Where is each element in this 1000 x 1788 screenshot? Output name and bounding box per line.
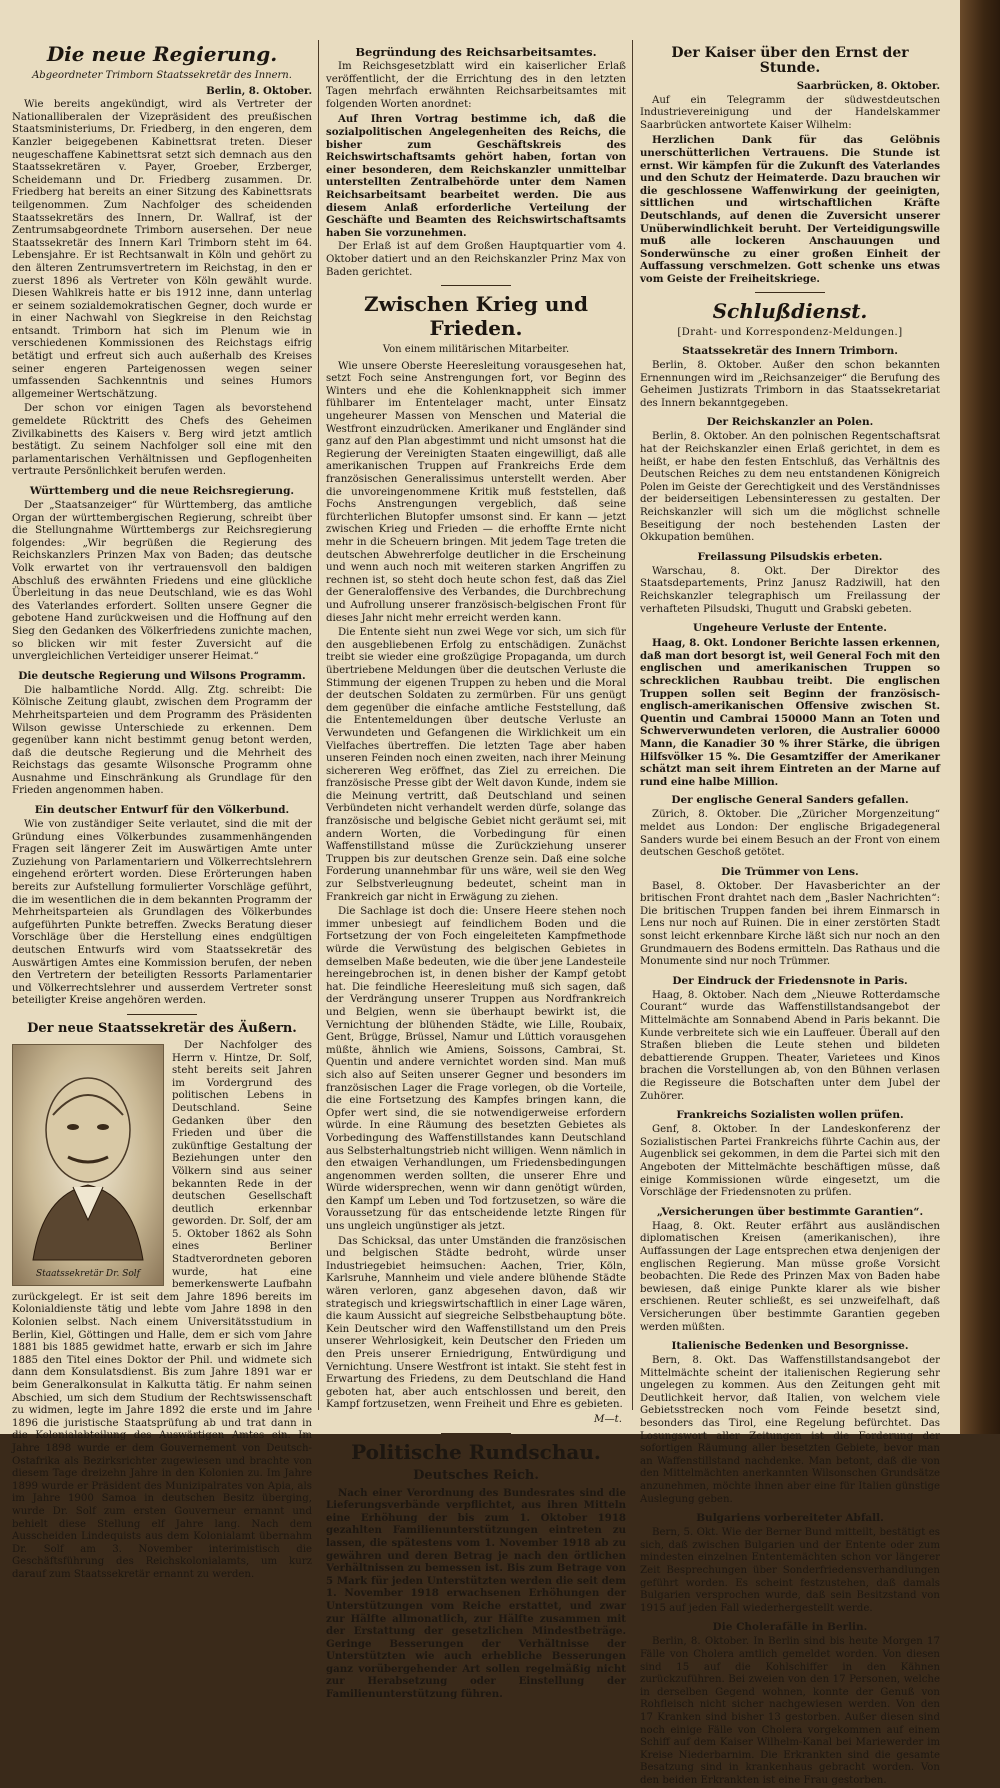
dateline: Berlin, 8. Oktober. [206, 84, 312, 97]
headline-reichsarbeitsamt: Begründung des Reichsarbeitsamtes. [355, 45, 597, 59]
signature: M—t. [594, 1413, 622, 1425]
paragraph: Der schon vor einigen Tagen als bevorstehend gemeldete Rücktritt des Chefs des Geheimen Zivilkabinetts des Kaisers v. Berg wird jetzt amtlich bestätigt. Zu seinem Nachfolger soll eine mit den parlamentarischen Verhältnissen und Gepflogenheiten vertraute Persönlichkeit berufen werden. [12, 403, 312, 478]
portrait-caption: Staatssekretär Dr. Solf [36, 1269, 140, 1280]
paragraph: Nach einer Verordnung des Bundesrates sind die Lieferungsverbände verpflichtet, aus ihren Mitteln eine Erhöhung der bis zum 1. Oktober 1918 gezahlten Familienunterstützungen eintreten zu lassen, die spätestens vom 1. November 1918 ab zu gewähren und deren Betrag je nach den örtlichen Verhältnissen zu bemessen ist. Bis zum Betrage von 5 Mark für jeden Unterstützten werden die seit dem 1. November 1918 erwachsenen Erhöhungen der Unterstützungen vom Reiche erstattet, und zwar zur Hälfte allmonatlich, zur Hälfte zusammen mit der Erstattung der gesetzlichen Mindestbeträge. Geringe Besserungen der Verhältnisse der Unterstützten wie auch erhebliche Besserungen ganz vorübergehender Art sollen regelmäßig nicht zur Herabsetzung oder Einstellung der Familienunterstützung führen. [326, 1486, 626, 1701]
paragraph: Zürich, 8. Oktober. Die „Züricher Morgenzeitung“ meldet aus London: Der englische Brigadegeneral Sanders wurde bei einem Besuch an der Front von einem deutschen Geschoß getötet. [640, 809, 940, 859]
paragraph: Der Erlaß ist auf dem Großen Hauptquartier vom 4. Oktober datiert und an den Reichskanzler Prinz Max von Baden gerichtet. [326, 241, 626, 278]
paragraph: Das Schicksal, das unter Umständen die französischen und belgischen Städte bedroht, würde unser Industriegebiet heimsuchen: Aachen, Trier, Köln, Karlsruhe, Mannheim und viele andere blühende Städte wären verloren, ganz abgesehen davon, daß wir strategisch und kriegswirtschaftlich in einer Lage wären, die kaum Aussicht auf siegreiche Selbstbehauptung böte. Kein Deutscher wird den Waffenstillstand um den Preis unserer Wehrlosigkeit, kein Deutscher den Frieden um den Preis unserer Erniedrigung, Entwürdigung und Vernichtung. Unsere Westfront ist intakt. Sie steht fest in Erwartung des Friedens, zu dem Deutschland die Hand geboten hat, aber auch entschlossen und bereit, den Kampf fortzusetzen, wenn Freiheit und Ehre es gebieten. [326, 1235, 626, 1411]
column-rule [632, 40, 633, 1410]
headline-staatssekretaer-aeussern: Der neue Staatssekretär des Äußern. [27, 1020, 297, 1036]
headline-neue-regierung: Die neue Regierung. [46, 42, 278, 66]
kicker: Abgeordneter Trimborn Staatssekretär des Innern. [32, 70, 292, 81]
subheading: Bulgariens vorbereiteter Abfall. [696, 1512, 884, 1525]
headline-politische-rundschau: Politische Rundschau. [351, 1439, 601, 1464]
headline-schlussdienst: Schlußdienst. [712, 298, 868, 323]
paragraph: Haag, 8. Okt. Londoner Berichte lassen erkennen, daß man dort besorgt ist, weil General Foch mit den englischen und amerikanischen Truppen so schrecklichen Raubbau treibt. Die englischen Truppen sollen seit Beginn der französisch-englisch-amerikanischen Offensive zwischen St. Quentin und Cambrai 150000 Mann an Toten und Schwerverwundeten verloren, die Australier 60000 Mann, die Kanadier 30 % ihrer Stärke, die übrigen Hilfsvölker 15 %. Die Gesamtziffer der Amerikaner schätzt man seit ihrem Eintreten an der Marne auf rund eine halbe Million. [640, 637, 940, 788]
paragraph: Der Nachfolger des Herrn v. Hintze, Dr. Solf, steht bereits seit Jahren im Vordergrund des politischen Lebens in Deutschland. Seine Gedanken über den Frieden und über die zukünftige Gestaltung der Beziehungen unter den Völkern sind aus seiner bekannten Rede in der deutschen Gesellschaft deutlich erkennbar geworden. Dr. Solf, der am 5. Oktober 1862 als Sohn eines Berliner Stadtverordneten geboren wurde, hat eine bemerkenswerte Laufbahn zurückgelegt. Er ist seit dem Jahre 1896 bereits im Kolonialdienste tätig und lebte vom Jahre 1898 in den Kolonien selbst. Nach einem Universitätsstudium in Berlin, Kiel, Göttingen und Halle, dem er sich vom Jahre 1881 bis 1885 gewidmet hatte, erwarb er sich im Jahre 1885 den Titel eines Doktor der Phil. und widmete sich dann dem Konsulatsdienst. Bis zum Jahre 1891 war er beim Generalkonsulat in Kalkutta tätig. Er nahm seinen Abschied, um sich dem Studium der Rechtswissenschaft zu widmen, legte im Jahre 1892 die erste und im Jahre 1896 die juristische Staatsprüfung ab und trat dann in die Kolonialabteilung des Auswärtigen Amtes ein. Im Jahre 1898 wurde er dem Gouvernement von Deutsch-Ostafrika als Bezirksrichter zugewiesen und brachte von diesem Tage dreizehn Jahre in den Kolonien zu. Im Jahre 1899 wurde er Präsident des Munizipalrates von Apia, als im Jahre 1900 Samoa in deutschen Besitz überging, wurde Dr. Solf zum ersten Gouverneur ernannt und behielt diese Stellung elf Jahre lang. Nach dem Ausscheiden Lindequists aus dem Kolonialamt übernahm Dr. Solf am 3. November interimistisch die Geschäftsführung des Reichskolonialamts, um kurz darauf zum Staatssekretär ernannt zu werden. [12, 1039, 312, 1580]
paragraph-decree: Auf Ihren Vortrag bestimme ich, daß die sozialpolitischen Angelegenheiten des Reichs, die bisher zum Geschäftskreis des Reichswirtschaftsamts gehört haben, fortan von einer besonderen, dem Reichskanzler unmittelbar unterstellten Zentralbehörde unter dem Namen Reichsarbeitsamt bearbeitet werden. Die aus diesem Anlaß erforderliche Verteilung der Geschäfte und Beamten des Reichswirtschaftsamts haben Sie vorzunehmen. [326, 113, 626, 239]
subheading: Die deutsche Regierung und Wilsons Programm. [18, 669, 306, 682]
subheading: Ein deutscher Entwurf für den Völkerbund. [34, 804, 290, 817]
book-binding [960, 0, 1000, 1434]
column-middle [326, 40, 626, 1701]
subheading: Der englische General Sanders gefallen. [671, 794, 909, 807]
subheading: Deutsches Reich. [413, 1467, 539, 1483]
separator [127, 1014, 197, 1015]
subheading: Die Cholerafälle in Berlin. [712, 1621, 868, 1634]
column-right [640, 40, 940, 1786]
paragraph: Wie bereits angekündigt, wird als Vertreter der Nationalliberalen der Vizepräsident des preußischen Staatsministeriums, Dr. Friedberg, in den engeren, dem Kanzler beigegebenen Kabinettsrat treten. Dieser neugeschaffene Kabinettsrat setzt sich demnach aus den Staatssekretären v. Payer, Groeber, Erzberger, Scheidemann und Dr. Friedberg zusammen. Dr. Friedberg hat bereits an einer Sitzung des Kabinettsrats teilgenommen. Zum Nachfolger des scheidenden Staatssekretärs des Innern, Dr. Wallraf, ist der Zentrumsabgeordnete Trimborn ausersehen. Der neue Staatssekretär des Innern Karl Trimborn steht im 64. Lebensjahre. Er ist Rechtsanwalt in Köln und gehört zu den älteren Zentrumsvertretern im Reichstag, in den er zuerst 1896 als Vertreter von Köln gewählt wurde. Diesen Wahlkreis hatte er bis 1912 inne, dann unterlag er seinem sozialdemokratischen Gegner, doch wurde er in einer Nachwahl von Siegkreise in den Reichstag entsandt. Trimborn hat sich im Plenum wie in verschiedenen Kommissionen des Reichstags eifrig betätigt und erfreut sich auch außerhalb des Kreises seiner engeren Parteigenossen wegen seiner umfassenden Sachkenntnis und seines Humors allgemeiner Wertschätzung. [12, 99, 312, 400]
paragraph: Auf ein Telegramm der südwestdeutschen Industrievereinigung und der Handelskammer Saarbrücken antwortete Kaiser Wilhelm: [640, 94, 940, 131]
paragraph: Die halbamtliche Nordd. Allg. Ztg. schreibt: Die Kölnische Zeitung glaubt, zwischen dem Programm der Mehrheitsparteien und dem Programm des Präsidenten Wilson gewisse Unterschiede zu erkennen. Dem gegenüber kann nicht bestimmt genug betont werden, daß die deutsche Regierung und die Mehrheit des Reichstags das gesamte Wilsonsche Programm ohne Ausnahme und Einschränkung als Grundlage für den Frieden angenommen haben. [12, 684, 312, 797]
section-tag: [Draht- und Korrespondenz-Meldungen.] [677, 326, 903, 338]
paragraph-telegram: Herzlichen Dank für das Gelöbnis unerschütterlichen Vertrauens. Die Stunde ist ernst. Wir kämpfen für die Zukunft des Vaterlandes und den Schutz der Heimaterde. Dazu brauchen wir die geschlossene Waffenwirkung der geeinigten, sittlichen und wirtschaftlichen Kräfte Deutschlands, auf denen die Zuversicht unserer Unüberwindlichkeit beruht. Der Verteidigungswille muß alle lockeren Anschauungen und Sonderwünsche zu einer großen Einheit der Auffassung verschmelzen. Gott schenke uns etwas vom Geiste der Freiheitskriege. [640, 134, 940, 285]
paragraph: Die Sachlage ist doch die: Unsere Heere stehen noch immer unbesiegt auf feindlichem Boden und die Fortsetzung der von Foch eingeleiteten Kampfmethode würde die Verwüstung des belgischen Gebietes in demselben Maße bedeuten, wie die über jene Landesteile hereingebrochen ist, in denen bisher der Kampf getobt hat. Die feindliche Heeresleitung muß sich sagen, daß der Verdrängung unserer Truppen aus Nordfrankreich und Belgien, wenn sie überhaupt bewirkt ist, die Vernichtung der blühenden Städte, wie Lille, Roubaix, Gent, Brügge, Brüssel, Namur und Lüttich vorausgehen müßte, ähnlich wie Amiens, Soissons, Cambrai, St. Quentin und andere vernichtet worden sind. Man muß sich also auf Seiten unserer Gegner und besonders im französischen Lager die Frage vorlegen, ob die Vorteile, die eine Fortsetzung des Kampfes bringen kann, die Opfer wert sind, die sie notwendigerweise erfordern würde. In eine Räumung des besetzten Gebietes als Vorbedingung des Waffenstillstandes kann Deutschland aus Selbsterhaltungstrieb nicht willigen. Wenn nämlich in den etwaigen Verhandlungen, um Friedensbedingungen angenommen werden sollten, die unserer Ehre und Würde widersprechen, wenn wir dann genötigt würden, den Kampf um Leben und Tod fortzusetzen, so wäre die Voraussetzung für das entscheidende letzte Ringen für uns ungleich ungünstiger als jetzt. [326, 906, 626, 1233]
paragraph: Berlin, 8. Oktober. Außer den schon bekannten Ernennungen wird im „Reichsanzeiger“ die Berufung des Geheimen Justizrats Trimborn in das Staatssekretariat des Innern bekanntgegeben. [640, 360, 940, 409]
subheading: Der Eindruck der Friedensnote in Paris. [672, 974, 908, 987]
subheading: Württemberg und die neue Reichsregierung. [29, 485, 295, 497]
paragraph: Wie unsere Oberste Heeresleitung vorausgesehen hat, setzt Foch seine Anstrengungen fort, vor Beginn des Winters und ehe die Kohlenknappheit sich immer fühlbarer im Ententelager macht, unter Einsatz ungeheurer Massen von Menschen und Material die Westfront einzudrücken. Amerikaner und Engländer sind ganz auf den Plan abgestimmt und nicht umsonst hat die Regierung der Vereinigten Staaten eingewilligt, daß alle amerikanischen Truppen auf Frankreichs Erde dem französischen Generalissimus unterstellt werden. Aber die unvoreingenommene Kritik muß feststellen, daß Fochs Anstrengungen vergeblich, daß seine fürchterlichen Blutopfer umsonst sind. Er kann — jetzt zwischen Krieg und Frieden — die erhoffte Ernte nicht mehr in die Scheuern bringen. Mit jedem Tage treten die deutschen Abwehrerfolge deutlicher in die Erscheinung und wenn auch noch mit weiteren starken Angriffen zu rechnen ist, so steht doch heute schon fest, daß das Ziel der Generaloffensive des Verbandes, die Durchbrechung und Aufrollung unserer französisch-belgischen Front für dieses Jahr nicht mehr erreicht werden kann. [326, 360, 626, 624]
paragraph: Die Entente sieht nun zwei Wege vor sich, um sich für den ausgebliebenen Erfolg zu entschädigen. Zunächst treibt sie wieder eine großzügige Propaganda, um durch übertriebene Meldungen über die deutschen Verluste die Stimmung der eigenen Truppen zu heben und die Moral der deutschen Soldaten zu zermürben. Für uns genügt dem gegenüber die einfache amtliche Feststellung, daß die Ententemeldungen über deutsche Verluste an Verwundeten und Gefangenen die Wirklichkeit um ein Vielfaches übertreffen. Die letzten Tage aber haben unseren Feinden noch einen zweiten, nach ihrer Meinung sichereren Weg eröffnet, das Ziel zu erreichen. Die französische Presse gibt der Welt davon Kunde, indem sie die Meinung vertritt, daß Deutschland und seinen Verbündeten nicht verhandelt werden dürfe, solange das französische und belgische Gebiet nicht geräumt sei, mit andern Worten, die Vorbedingung für einen Waffenstillstand müsse die Zurückziehung unserer Truppen bis zur deutschen Grenze sein. Daß eine solche Forderung unannehmbar für uns wäre, weil sie den Weg zur Selbstverleugnung bedeutet, scheint man in Frankreich gar nicht in Erwägung zu ziehen. [326, 627, 626, 903]
subheading: Ungeheure Verluste der Entente. [693, 622, 887, 635]
headline-krieg-frieden: Zwischen Krieg und Frieden. [364, 292, 588, 341]
portrait-image [12, 1044, 164, 1286]
subheading: Die Trümmer von Lens. [721, 865, 859, 878]
paragraph: Basel, 8. Oktober. Der Havasberichter an der britischen Front drahtet nach dem „Basler Nachrichten“: Die britischen Truppen fanden bei ihrem Einmarsch in Lens nur noch auf Ruinen. Die in einer zerstörten Stadt sonst leicht erkennbare Kirche läßt sich nur noch an den Grundmauern des Bodens ermitteln. Das Rathaus und die Monumente sind nur noch Trümmer. [640, 880, 940, 968]
subheading: Staatssekretär des Innern Trimborn. [682, 345, 898, 358]
paragraph: Haag, 8. Okt. Reuter erfährt aus ausländischen diplomatischen Kreisen (amerikanischen), ihre Auffassungen der Lage entsprechen etwa denjenigen der englischen Regierung. Man müsse große Vorsicht beobachten. Die Rede des Prinzen Max von Baden habe bewiesen, daß einige Punkte klarer als wie bisher erschienen. Reuter schließt, es sei unzweifelhaft, daß Versicherungen über bestimmte Garantien gegeben werden müßten. [640, 1220, 940, 1333]
paragraph: Bern, 5. Okt. Wie der Berner Bund mitteilt, bestätigt es sich, daß zwischen Bulgarien und der Entente oder zum mindesten einzelnen Ententemächten schon vor längerer Zeit Besprechungen über Sonderfriedensverhandlungen geführt worden. Es scheint festzustehen, daß damals Bulgarien versprochen wurde, daß sein Besitzstand von 1915 auf jeden Fall wiederhergestellt werde. [640, 1527, 940, 1614]
separator [441, 1433, 511, 1434]
column-left [12, 40, 312, 1580]
paragraph: Im Reichsgesetzblatt wird ein kaiserlicher Erlaß veröffentlicht, der die Errichtung des in den letzten Tagen mehrfach erwähnten Reichsarbeitsamtes mit folgenden Worten anordnet: [326, 61, 626, 110]
paragraph: Haag, 8. Oktober. Nach dem „Nieuwe Rotterdamsche Courant“ wurde das Waffenstillstandsangebot der Mittelmächte am Sonnabend Abend in Paris bekannt. Die Kunde verbreitete sich wie ein Lauffeuer. Überall auf den Straßen blieben die Leute stehen und bildeten debattierende Gruppen. Theater, Varietees und Kinos brachen die Vorstellungen ab, von den Bühnen verlasen die Regisseure die Botschaften unter dem Jubel der Zuhörer. [640, 989, 940, 1102]
subheading: Freilassung Pilsudskis erbeten. [697, 550, 883, 563]
portrait-figure-icon [13, 1045, 163, 1260]
paragraph: Genf, 8. Oktober. In der Landeskonferenz der Sozialistischen Partei Frankreichs führte Cachin aus, der Augenblick sei gekommen, in dem die Partei sich mit den Angeboten der Mittelmächte beschäftigen müsse, daß einige Kommissionen würde eingesetzt, um die Vorschläge der Friedensnoten zu prüfen. [640, 1124, 940, 1199]
column-rule [318, 40, 319, 1410]
subheading: Frankreichs Sozialisten wollen prüfen. [676, 1109, 904, 1122]
paragraph: Bern, 8. Okt. Das Waffenstillstandsangebot der Mittelmächte scheint der italienischen Regierung sehr ungelegen zu kommen. Aus den Zeitungen geht mit Deutlichkeit hervor, daß Italien, von welchem viele Gebietsstrecken noch vom Feinde besetzt sind, besonders das Tirol, eine Regelung befürchtet. Das Losungswort aller Zeitungen ist die Forderung der sofortigen Räumung aller besetzten Gebiete, bevor man an Waffenstillstand nachdenke. Man betont, daß die von den Mittelmächten anerkannten Wilsonschen Grundsätze anzunehmen, möchte ihnen aber eine für Italien günstige Auslegung geben. [640, 1355, 940, 1505]
headline-kaiser: Der Kaiser über den Ernst der Stunde. [671, 45, 909, 76]
separator [755, 292, 825, 293]
subheading: „Versicherungen über bestimmte Garantien“. [656, 1205, 924, 1218]
paragraph: Berlin, 8. Oktober. In Berlin sind bis heute Morgen 17 Fälle von Cholera amtlich gemeldet worden. Von diesen sind 15 auf die Kohlschiffer in den Kähnen zurückzuführen. Bei zweien von den 17 Personen, welche in derselben Gegend wohnen, konnte der Genuß von Rohfleisch nicht sicher nachgewiesen werden. Von den 17 Kranken sind bisher 13 gestorben. Außer diesen sind noch einige Fälle von Cholera vorgekommen auf einem Schiff auf dem Kaiser Wilhelm-Kanal bei Mariewerder im Kreise Niederbarnim. Die Erkrankten sind die gesamte Besatzung sind in krankenhaus gebracht worden. Von den beiden Erkrankten ist eine Frau gestorben. [640, 1636, 940, 1786]
paragraph: Wie von zuständiger Seite verlautet, sind die mit der Gründung eines Völkerbundes zusammenhängenden Fragen seit längerer Zeit im Auswärtigen Amte unter Zuziehung von Parlamentariern und Völkerrechtslehrern eingehend erörtert worden. Diese Erörterungen haben bereits zur Aufstellung formulierter Vorschläge geführt, die im wesentlichen die in dem bekannten Programm der Mehrheitsparteien als Grundlagen des Völkerbundes aufgeführten Punkte betreffen. Zwecks Beratung dieser Vorschläge über die Herstellung eines endgültigen deutschen Entwurfs wird vom Staatssekretär des Auswärtigen Amtes eine Kommission berufen, der neben den Vertretern der beteiligten Ressorts Parlamentarier und Völkerrechtslehrer und ausserdem Vertreter sonst beteiligter Kreise angehören werden. [12, 819, 312, 1007]
byline: Von einem militärischen Mitarbeiter. [382, 344, 570, 356]
paragraph: Warschau, 8. Okt. Der Direktor des Staatsdepartements, Prinz Janusz Radziwill, hat den Reichskanzler telegraphisch um Freilassung der verhafteten Pilsudski, Thugutt und Grabski gebeten. [640, 565, 940, 615]
subheading: Italienische Bedenken und Besorgnisse. [671, 1340, 909, 1353]
paragraph: Der „Staatsanzeiger“ für Württemberg, das amtliche Organ der württembergischen Regierung, schreibt über die Stellungnahme Württembergs zur Reichsregierung folgendes: „Wir begrüßen die Regierung des Reichskanzlers Prinzen Max von Baden; das deutsche Volk erwartet von ihr vertrauensvoll den baldigen Abschluß des erwähnten Friedens und eine glückliche Überleitung in das neue Deutschland, wie es das Wohl des Vaterlandes erfordert. Sollten unsere Gegner die gebotene Hand zurückweisen und die Hoffnung auf den Sieg den Gedanken des Völkerfriedens zunichte machen, so blicken wir mit fester Zuversicht auf die unvergleichlichen Verteidiger unserer Heimat.“ [12, 500, 312, 663]
paragraph: Berlin, 8. Oktober. An den polnischen Regentschaftsrat hat der Reichskanzler einen Erlaß gerichtet, in dem es heißt, er habe den festen Entschluß, das Verhältnis des Deutschen Reiches zu dem neu entstandenen Königreich Polen im Geiste der Gerechtigkeit und des Verständnisses der beiderseitigen Lebensinteressen zu gestalten. Der Reichskanzler will sich um die möglichst schnelle Beseitigung der noch bestehenden Lasten der Okkupation bemühen. [640, 431, 940, 544]
dateline: Saarbrücken, 8. Oktober. [796, 80, 940, 92]
separator [441, 285, 511, 286]
subheading: Der Reichskanzler an Polen. [706, 416, 874, 429]
